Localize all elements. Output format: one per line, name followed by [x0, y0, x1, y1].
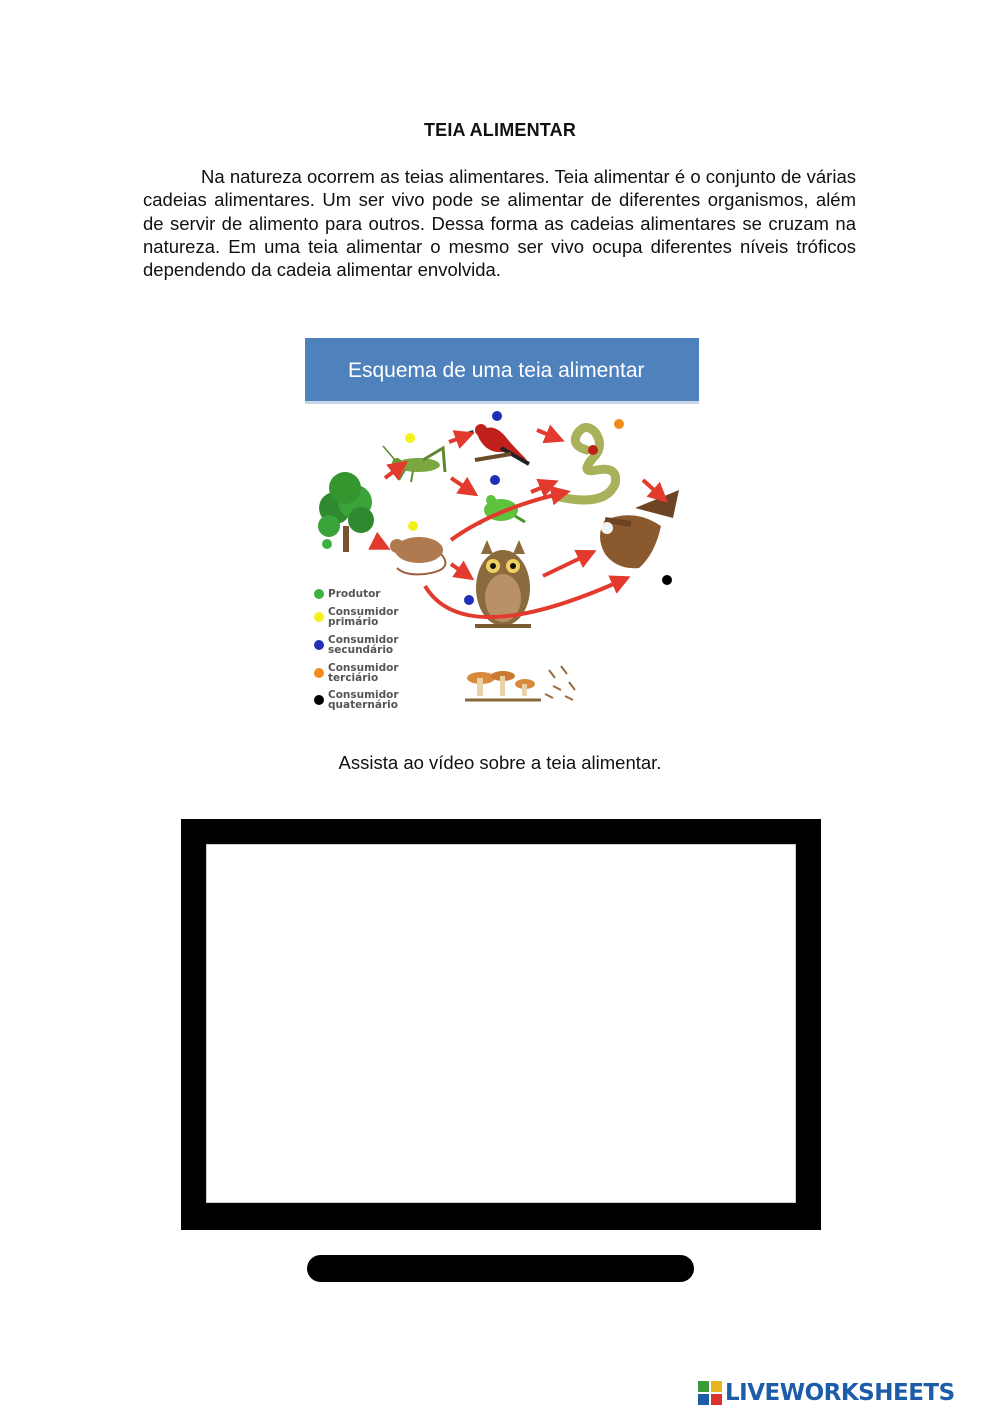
legend-label: Consumidor	[328, 662, 399, 674]
primary-dot	[405, 433, 415, 443]
tertiary-dot	[614, 419, 624, 429]
food-web-figure	[305, 338, 699, 712]
legend-item-secondary-consumer	[314, 634, 399, 656]
arrow-owl-eagle	[543, 552, 593, 576]
legend-label: secundário	[328, 644, 394, 656]
eagle-icon	[600, 490, 679, 568]
mushrooms-icon	[465, 671, 541, 700]
arrow-grasshopper-frog	[451, 478, 475, 494]
legend-label: Consumidor	[328, 634, 399, 646]
brand-name: LIVEWORKSHEETS	[725, 1380, 955, 1406]
rat-icon	[390, 537, 445, 574]
snake-icon	[555, 427, 616, 500]
tv-stand	[307, 1255, 694, 1282]
intro-paragraph: Na natureza ocorrem as teias alimentares. Teia alimentar é o conjunto de várias cadeias alimentares. Um ser vivo pode se alimentar de diferentes organismos, além de servir de alimento para outros. Dessa forma as cadeias alimentares se cruzam na natureza. Em uma teia alimentar o mesmo ser vivo ocupa diferentes níveis tróficos dependendo da cadeia alimentar envolvida.	[143, 166, 856, 281]
figure-header	[305, 338, 699, 404]
arrow-frog-snake	[531, 482, 555, 492]
video-frame	[181, 819, 821, 1230]
video-player[interactable]	[206, 844, 796, 1203]
secondary-dot-bird	[492, 411, 502, 421]
legend-item-tertiary-consumer	[314, 662, 399, 684]
bacteria-icon	[545, 666, 575, 700]
quaternary-dot	[662, 575, 672, 585]
page-title: TEIA ALIMENTAR	[423, 120, 577, 140]
legend-item-primary-consumer	[314, 606, 399, 628]
arrow-tree-rat	[375, 542, 387, 548]
figure-header-title: Esquema de uma teia alimentar	[348, 359, 645, 382]
bird-icon	[467, 424, 529, 464]
legend-label: Produtor	[328, 588, 381, 600]
legend-label: Consumidor	[328, 689, 399, 701]
legend-dot	[314, 695, 324, 705]
legend-dot	[314, 589, 324, 599]
brand-logo	[698, 1379, 955, 1407]
legend-item-producer	[314, 588, 381, 600]
primary-dot-rat	[408, 521, 418, 531]
arrow-rat-owl	[451, 564, 471, 578]
legend-dot	[314, 668, 324, 678]
arrow-grasshopper-bird	[449, 434, 471, 442]
arrow-snake-eagle	[643, 480, 665, 500]
food-web-diagram	[305, 408, 699, 712]
grasshopper-icon	[383, 446, 445, 482]
secondary-dot-frog	[490, 475, 500, 485]
legend-label: primário	[328, 616, 379, 628]
legend-label: Consumidor	[328, 606, 399, 618]
arrow-bird-snake	[537, 430, 561, 440]
producer-dot	[322, 539, 332, 549]
legend-dot	[314, 612, 324, 622]
liveworksheets-icon	[698, 1381, 722, 1405]
legend	[314, 588, 399, 711]
legend-label: terciário	[328, 672, 379, 684]
legend-item-quaternary-consumer	[314, 689, 399, 711]
secondary-dot-owl	[464, 595, 474, 605]
legend-dot	[314, 640, 324, 650]
video-caption: Assista ao vídeo sobre a teia alimentar.	[338, 752, 662, 773]
legend-label: quaternário	[328, 699, 398, 711]
